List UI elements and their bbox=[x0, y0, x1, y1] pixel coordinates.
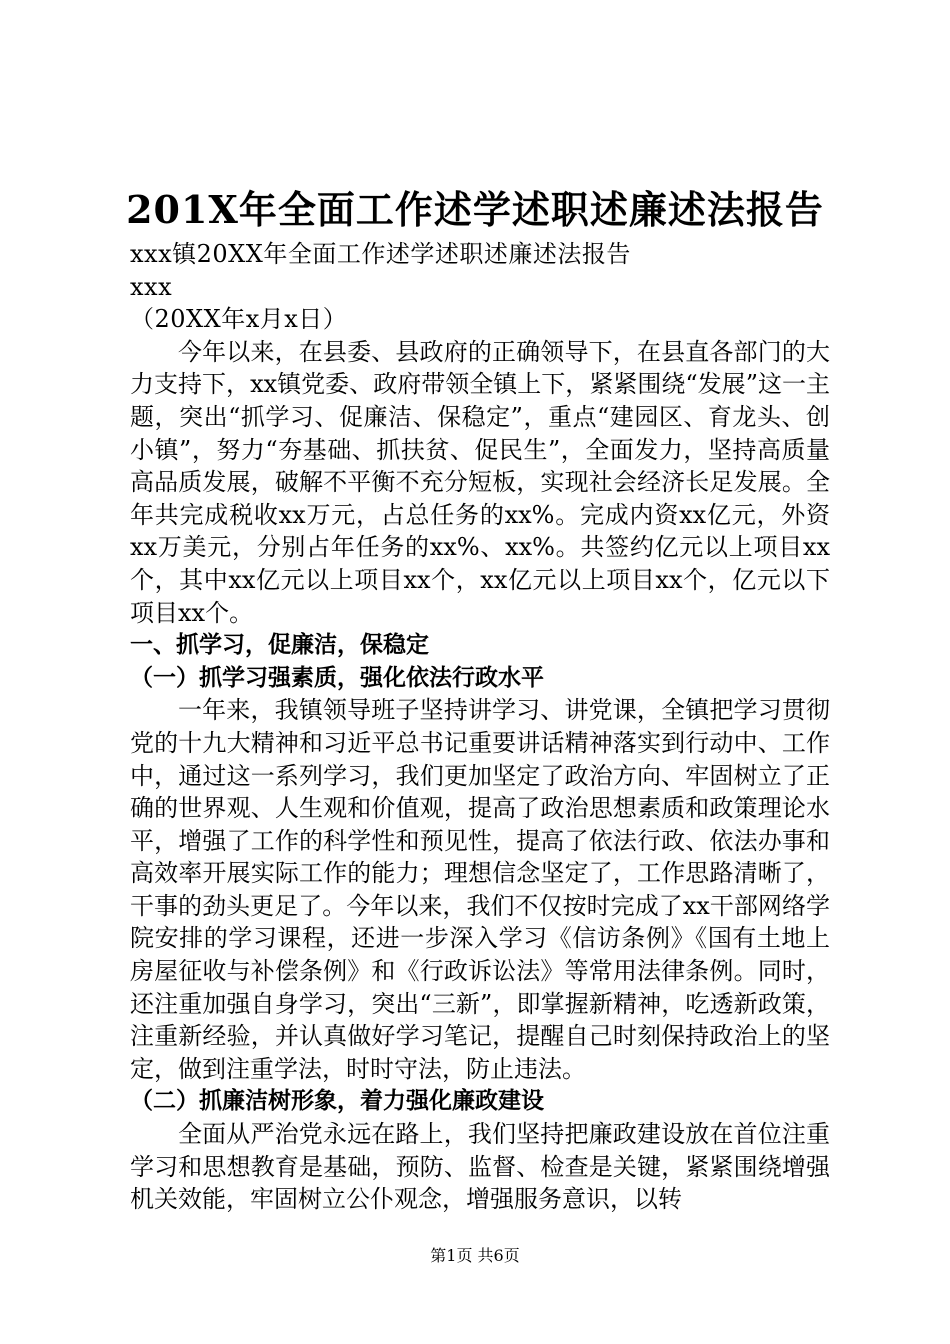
page-footer: 第1页 共6页 bbox=[430, 1246, 520, 1265]
subsection-heading-1: （一）抓学习强素质，强化依法行政水平 bbox=[130, 664, 544, 691]
document-subtitle: xxx镇20XX年全面工作述学述职述廉述法报告 bbox=[130, 240, 631, 268]
document-body bbox=[130, 238, 830, 1216]
document-date: （20XX年x月x日） bbox=[130, 305, 348, 334]
paragraph-study: 一年来，我镇领导班子坚持讲学习、讲党课，全镇把学习贯彻党的十九大精神和习近平总书记重要讲话精神落实到行动中、工作中，通过这一系列学习，我们更加坚定了政治方向、牢固树立了正确的世界观、人生观和价值观，提高了政治思想素质和政策理论水平，增强了工作的科学性和预见性，提高了依法行政、依法办事和高效率开展实际工作的能力；理想信念坚定了，工作思路清晰了，干事的劲头更足了。今年以来，我们不仅按时完成了xx干部网络学院安排的学习课程，还进一步深入学习《信访条例》《国有土地上房屋征收与补偿条例》和《行政诉讼法》等常用法律条例。同时，还注重加强自身学习，突出“三新”，即掌握新精神，吃透新政策，注重新经验，并认真做好学习笔记，提醒自己时刻保持政治上的坚定，做到注重学法，时时守法，防止违法。 bbox=[130, 696, 830, 1083]
paragraph-integrity: 全面从严治党永远在路上，我们坚持把廉政建设放在首位注重学习和思想教育是基础，预防、监督、检查是关键，紧紧围绕增强机关效能，牢固树立公仆观念，增强服务意识，以转 bbox=[130, 1120, 830, 1214]
document-title: 201X年全面工作述学述职述廉述法报告 bbox=[126, 187, 824, 232]
document-author: xxx bbox=[130, 272, 173, 301]
subsection-heading-2: （二）抓廉洁树形象，着力强化廉政建设 bbox=[130, 1088, 544, 1115]
paragraph-intro: 今年以来，在县委、县政府的正确领导下，在县直各部门的大力支持下，xx镇党委、政府带领全镇上下，紧紧围绕“发展”这一主题，突出“抓学习、促廉洁、保稳定”，重点“建园区、育龙头、创小镇”，努力“夯基础、抓扶贫、促民生”，全面发力，坚持高质量高品质发展，破解不平衡不充分短板，实现社会经济长足发展。全年共完成税收xx万元，占总任务的xx%。完成内资xx亿元，外资xx万美元，分别占年任务的xx%、xx%。共签约亿元以上项目xx个，其中xx亿元以上项目xx个，xx亿元以上项目xx个，亿元以下项目xx个。 bbox=[130, 337, 830, 627]
section-heading-1: 一、抓学习，促廉洁，保稳定 bbox=[130, 632, 429, 659]
